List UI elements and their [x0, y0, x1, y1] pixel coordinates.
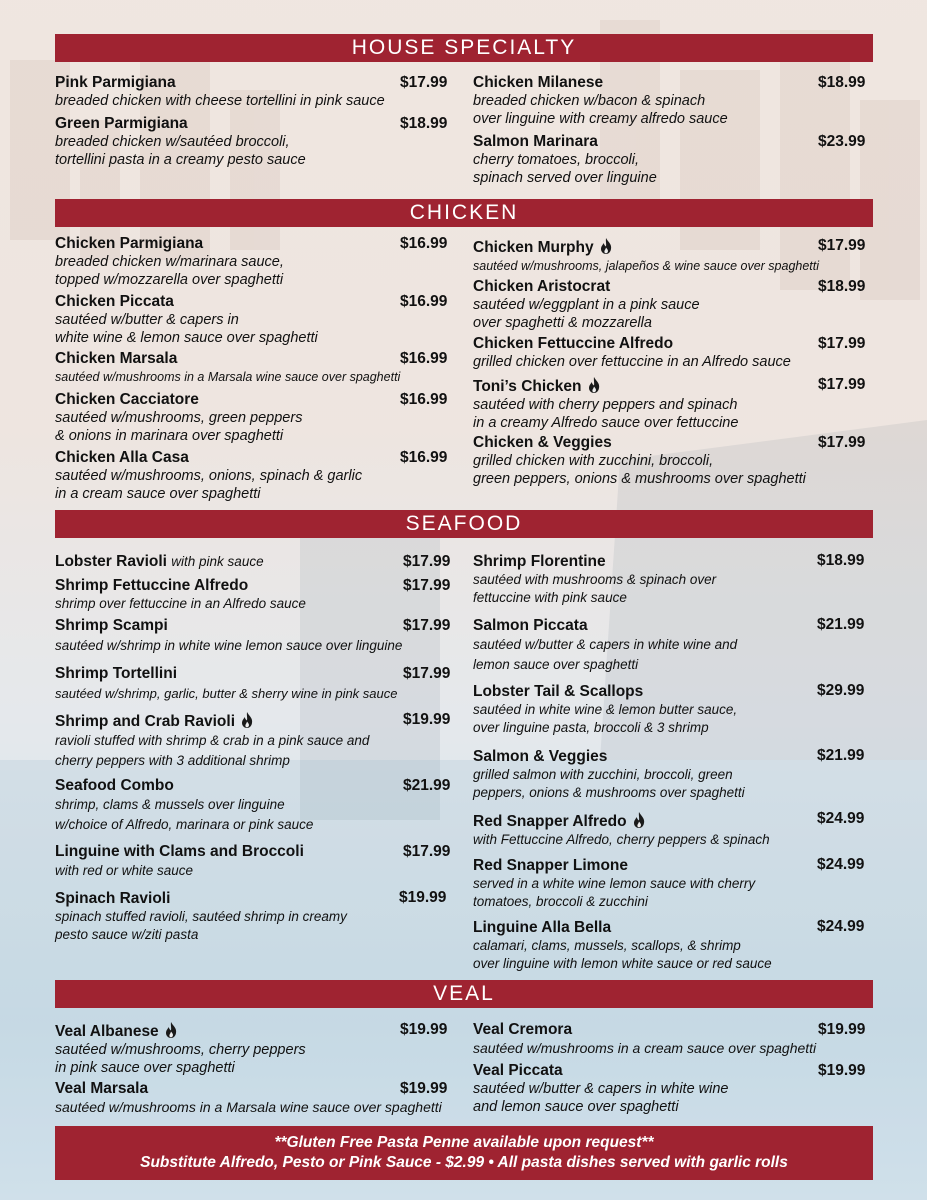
menu-item-shrimp-tortellini: [55, 665, 398, 703]
flame-icon: [632, 811, 646, 829]
menu-item-shrimp-scampi: [55, 617, 402, 655]
item-name: Linguine with Clams and Broccoli: [55, 843, 304, 860]
menu-item-salmon-piccata: [473, 617, 737, 675]
section-seafood: SEAFOOD: [55, 510, 873, 538]
item-name: Spinach Ravioli: [55, 890, 171, 907]
item-desc: grilled chicken with zucchini, broccoli,: [473, 453, 714, 469]
item-price: $29.99: [817, 682, 865, 699]
item-desc: topped w/mozzarella over spaghetti: [55, 272, 284, 288]
menu-item-green-parmigiana: [55, 115, 306, 169]
item-desc: sautéed w/butter & capers in white wine and: [473, 637, 738, 652]
menu-item-red-snapper-limone: [473, 857, 755, 911]
menu-item-chicken-parmigiana: [55, 235, 284, 289]
menu-item-chicken-marsala: [55, 350, 400, 386]
menu-item-chicken-veggies: [473, 434, 806, 488]
item-price: $21.99: [403, 777, 451, 794]
item-price: $17.99: [403, 843, 451, 860]
section-house-specialty: HOUSE SPECIALTY: [55, 34, 873, 62]
item-price: $16.99: [400, 293, 448, 310]
item-desc: cherry tomatoes, broccoli,: [473, 152, 640, 168]
item-desc: sautéed w/butter & capers in: [55, 312, 239, 328]
item-desc: sautéed w/butter & capers in white wine: [473, 1081, 729, 1097]
menu-item-shrimp-crab-ravioli: [55, 711, 369, 771]
item-price: $19.99: [399, 889, 447, 906]
flame-icon: [587, 376, 601, 394]
item-price: $17.99: [403, 577, 451, 594]
item-price: $19.99: [818, 1062, 866, 1079]
item-desc: breaded chicken w/marinara sauce,: [55, 254, 284, 270]
item-price: $21.99: [817, 747, 865, 764]
item-name: Red Snapper Limone: [473, 857, 629, 874]
item-desc: sautéed in white wine & lemon butter sauce,: [473, 702, 738, 717]
flame-icon: [599, 237, 613, 255]
footer-substitution-note: Substitute Alfredo, Pesto or Pink Sauce - $2.99 • All pasta dishes served with garlic rolls: [140, 1154, 788, 1171]
menu-item-veal-cremora: [473, 1021, 816, 1057]
item-desc: with Fettuccine Alfredo, cherry peppers & spinach: [473, 832, 770, 847]
item-name: Lobster Ravioli: [55, 553, 167, 570]
item-price: $18.99: [400, 115, 448, 132]
item-price: $17.99: [403, 553, 451, 570]
item-desc: w/choice of Alfredo, marinara or pink sauce: [55, 817, 314, 832]
item-name: Veal Marsala: [55, 1080, 149, 1097]
item-desc: cherry peppers with 3 additional shrimp: [55, 753, 290, 768]
menu-item-veal-albanese: [55, 1021, 306, 1077]
item-desc: tortellini pasta in a creamy pesto sauce: [55, 152, 306, 168]
item-price: $24.99: [817, 856, 865, 873]
item-price: $17.99: [403, 617, 451, 634]
menu-item-seafood-combo: [55, 777, 313, 835]
item-desc: in a cream sauce over spaghetti: [55, 486, 261, 502]
menu-item-chicken-fettuccine-alfredo: [473, 335, 791, 371]
item-name: Shrimp Florentine: [473, 553, 606, 570]
item-desc: with red or white sauce: [55, 863, 194, 878]
item-price: $19.99: [400, 1080, 448, 1097]
menu-item-shrimp-florentine: [473, 553, 716, 607]
item-price: $17.99: [818, 376, 866, 393]
item-price: $17.99: [403, 665, 451, 682]
item-name: Chicken & Veggies: [473, 434, 612, 451]
item-name: Veal Piccata: [473, 1062, 563, 1079]
item-name: Shrimp Scampi: [55, 617, 168, 634]
item-desc: grilled salmon with zucchini, broccoli, green: [473, 767, 733, 782]
item-price: $16.99: [400, 449, 448, 466]
item-name: Green Parmigiana: [55, 115, 188, 132]
item-desc: & onions in marinara over spaghetti: [55, 428, 284, 444]
item-name: Shrimp Fettuccine Alfredo: [55, 577, 249, 594]
item-desc: breaded chicken w/bacon & spinach: [473, 93, 706, 109]
item-desc: sautéed w/shrimp in white wine lemon sauce over linguine: [55, 638, 403, 653]
item-desc: shrimp over fettuccine in an Alfredo sauce: [55, 596, 306, 611]
item-name: Salmon & Veggies: [473, 748, 608, 765]
menu-item-chicken-cacciatore: [55, 391, 302, 445]
section-chicken: CHICKEN: [55, 199, 873, 227]
item-desc: breaded chicken with cheese tortellini in pink sauce: [55, 93, 385, 109]
item-desc: grilled chicken over fettuccine in an Alfredo sauce: [473, 354, 791, 370]
item-desc: breaded chicken w/sautéed broccoli,: [55, 134, 290, 150]
menu-item-shrimp-fettuccine-alfredo: [55, 577, 306, 613]
item-name: Chicken Fettuccine Alfredo: [473, 335, 674, 352]
item-price: $17.99: [818, 434, 866, 451]
item-name: Chicken Piccata: [55, 293, 174, 310]
menu-item-spinach-ravioli: [55, 890, 347, 944]
item-name: Chicken Alla Casa: [55, 449, 189, 466]
item-desc: over linguine pasta, broccoli & 3 shrimp: [473, 720, 709, 735]
menu-item-veal-piccata: [473, 1062, 729, 1116]
item-name: Shrimp Tortellini: [55, 665, 177, 682]
item-desc: served in a white wine lemon sauce with cherry: [473, 876, 756, 891]
item-price: $24.99: [817, 918, 865, 935]
item-desc: in pink sauce over spaghetti: [55, 1060, 235, 1076]
item-name: Salmon Marinara: [473, 133, 598, 150]
section-veal: VEAL: [55, 980, 873, 1008]
menu-item-salmon-veggies: [473, 748, 745, 802]
item-desc: sautéed w/mushrooms, cherry peppers: [55, 1042, 306, 1058]
item-desc: fettuccine with pink sauce: [473, 590, 627, 605]
item-price: $21.99: [817, 616, 865, 633]
item-name: Shrimp and Crab Ravioli: [55, 713, 236, 730]
menu-item-pink-parmigiana: [55, 74, 385, 110]
item-price: $16.99: [400, 391, 448, 408]
item-name: Chicken Marsala: [55, 350, 178, 367]
item-name: Chicken Murphy: [473, 239, 594, 256]
flame-icon: [240, 711, 254, 729]
item-desc: tomatoes, broccoli & zucchini: [473, 894, 648, 909]
item-price: $18.99: [818, 278, 866, 295]
item-desc: spinach stuffed ravioli, sautéed shrimp in creamy: [55, 909, 347, 924]
item-desc: and lemon sauce over spaghetti: [473, 1099, 679, 1115]
item-price: $18.99: [818, 74, 866, 91]
flame-icon: [164, 1021, 178, 1039]
item-price: $23.99: [818, 133, 866, 150]
item-desc: lemon sauce over spaghetti: [473, 657, 639, 672]
menu-item-chicken-piccata: [55, 293, 318, 347]
item-name: Veal Albanese: [55, 1023, 159, 1040]
menu-item-chicken-alla-casa: [55, 449, 362, 503]
item-name: Chicken Cacciatore: [55, 391, 199, 408]
item-name: Lobster Tail & Scallops: [473, 683, 644, 700]
menu-item-veal-marsala: [55, 1080, 442, 1116]
item-desc: peppers, onions & mushrooms over spaghetti: [473, 785, 745, 800]
item-desc: sautéed w/mushrooms, green peppers: [55, 410, 303, 426]
item-name: Toni’s Chicken: [473, 378, 582, 395]
footer-banner: [55, 1126, 873, 1180]
item-price: $17.99: [400, 74, 448, 91]
item-desc: pesto sauce w/ziti pasta: [55, 927, 199, 942]
item-name: Veal Cremora: [473, 1021, 573, 1038]
item-price: $19.99: [818, 1021, 866, 1038]
item-name: Salmon Piccata: [473, 617, 588, 634]
item-desc: over spaghetti & mozzarella: [473, 315, 652, 331]
item-price: $19.99: [400, 1021, 448, 1038]
item-desc: ravioli stuffed with shrimp & crab in a pink sauce and: [55, 733, 370, 748]
item-name: Pink Parmigiana: [55, 74, 176, 91]
item-name: Linguine Alla Bella: [473, 919, 612, 936]
footer-gluten-free-note: **Gluten Free Pasta Penne available upon request**: [274, 1134, 654, 1151]
item-name: Red Snapper Alfredo: [473, 813, 627, 830]
menu-item-lobster-tail-scallops: [473, 683, 737, 737]
item-desc: sautéed with cherry peppers and spinach: [473, 397, 738, 413]
item-name: Chicken Milanese: [473, 74, 604, 91]
item-price: $17.99: [818, 237, 866, 254]
item-desc: in a creamy Alfredo sauce over fettuccine: [473, 415, 739, 431]
item-desc: over linguine with creamy alfredo sauce: [473, 111, 728, 127]
menu-item-salmon-marinara: [473, 133, 657, 187]
menu-item-linguine-alla-bella: [473, 919, 772, 973]
item-price: $17.99: [818, 335, 866, 352]
item-desc: white wine & lemon sauce over spaghetti: [55, 330, 318, 346]
item-desc: sautéed w/mushrooms, onions, spinach & garlic: [55, 468, 363, 484]
item-desc: sautéed w/mushrooms, jalapeños & wine sauce over spaghetti: [473, 259, 820, 273]
item-desc: sautéed w/mushrooms in a cream sauce over spaghetti: [473, 1040, 817, 1056]
menu-item-linguine-clams-broccoli: [55, 843, 304, 881]
item-price: $24.99: [817, 810, 865, 827]
menu-item-chicken-aristocrat: [473, 278, 700, 332]
item-price: $16.99: [400, 350, 448, 367]
menu-item-tonis-chicken: [473, 376, 738, 432]
item-desc: sautéed w/mushrooms in a Marsala wine sauce over spaghetti: [55, 370, 401, 384]
item-price: $19.99: [403, 711, 451, 728]
item-name: Seafood Combo: [55, 777, 174, 794]
item-desc: green peppers, onions & mushrooms over spaghetti: [473, 471, 806, 487]
item-price: $16.99: [400, 235, 448, 252]
item-desc: calamari, clams, mussels, scallops, & shrimp: [473, 938, 741, 953]
item-desc: spinach served over linguine: [473, 170, 657, 186]
item-desc: sautéed w/mushrooms in a Marsala wine sauce over spaghetti: [55, 1099, 442, 1115]
item-desc: sautéed w/shrimp, garlic, butter & sherry wine in pink sauce: [55, 686, 398, 701]
item-inline-desc: with pink sauce: [171, 554, 264, 569]
item-name: Chicken Parmigiana: [55, 235, 204, 252]
item-desc: sautéed w/eggplant in a pink sauce: [473, 297, 700, 313]
menu-item-chicken-milanese: [473, 74, 728, 128]
menu-item-lobster-ravioli: [55, 553, 264, 571]
item-name: Chicken Aristocrat: [473, 278, 611, 295]
menu-item-chicken-murphy: [473, 237, 819, 275]
item-desc: sautéed with mushrooms & spinach over: [473, 572, 717, 587]
item-price: $18.99: [817, 552, 865, 569]
item-desc: shrimp, clams & mussels over linguine: [55, 797, 285, 812]
item-desc: over linguine with lemon white sauce or red sauce: [473, 956, 772, 971]
menu-item-red-snapper-alfredo: [473, 811, 770, 849]
